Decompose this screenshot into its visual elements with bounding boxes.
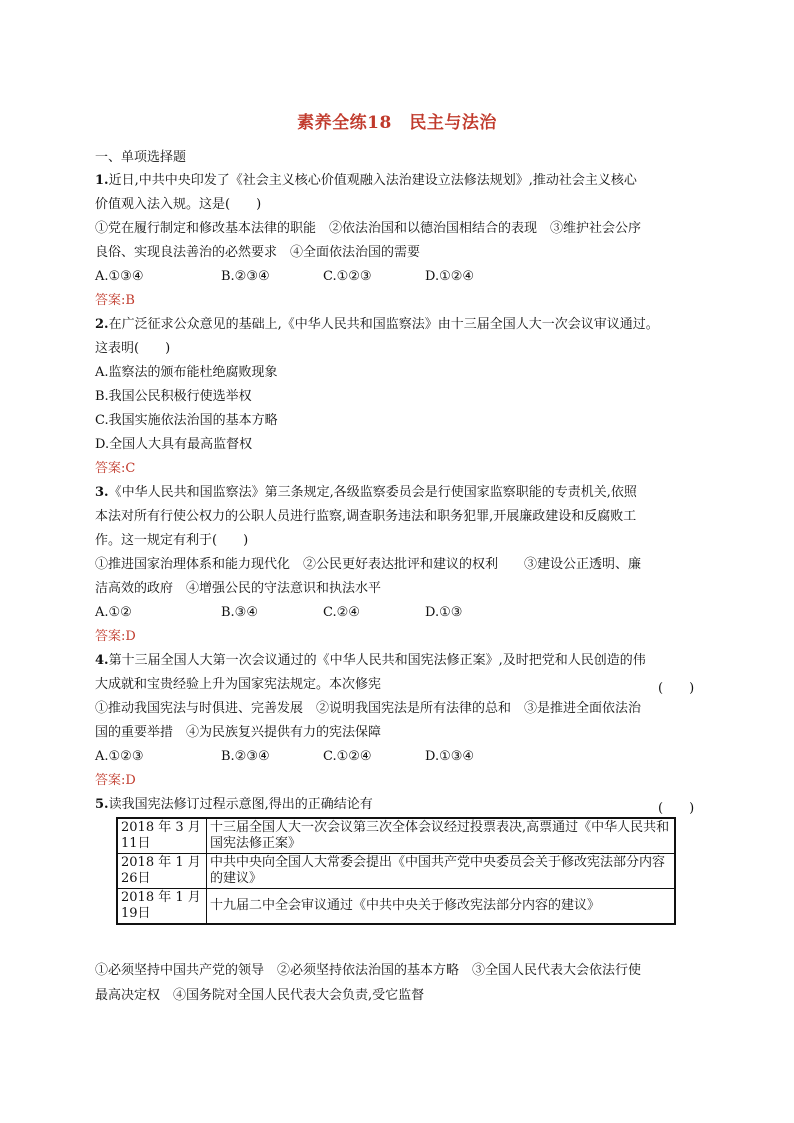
- q3-statements-line-1: ①推进国家治理体系和能力现代化 ②公民更好表达批评和建议的权利 ③建设公正透明、廉: [95, 557, 642, 572]
- section-heading: 一、单项选择题: [95, 150, 187, 165]
- q1-option-a: A.①③④: [95, 269, 144, 284]
- q2-option-c: C.我国实施依法治国的基本方略: [95, 413, 278, 428]
- q1-statements-line-1: ①党在履行制定和修改基本法律的职能 ②依法治国和以德治国相结合的表现 ③维护社会公序: [95, 221, 642, 236]
- q4-option-b: B.②③④: [221, 749, 270, 764]
- q3-answer: 答案:D: [95, 629, 136, 644]
- q3-option-b: B.③④: [221, 605, 258, 620]
- q5-statements-line-1: ①必须坚持中国共产党的领导 ②必须坚持依法治国的基本方略 ③全国人民代表大会依法行使: [95, 963, 642, 978]
- q2-option-d: D.全国人大具有最高监督权: [95, 437, 253, 452]
- q1-statements-line-2: 良俗、实现良法善治的必然要求 ④全面依法治国的需要: [95, 245, 421, 260]
- q3-number: 3.: [95, 485, 109, 500]
- q1-option-b: B.②③④: [221, 269, 270, 284]
- q5-statements-line-2: 最高决定权 ④国务院对全国人民代表大会负责,受它监督: [95, 988, 425, 1003]
- q3-stem-line-3: 作。这一规定有利于( ): [95, 533, 249, 548]
- q3-option-a: A.①②: [95, 605, 132, 620]
- q4-option-a: A.①②③: [95, 749, 144, 764]
- q5-answer-bracket: ( ): [658, 801, 695, 816]
- table-row: [117, 889, 675, 925]
- q4-option-c: C.①②④: [323, 749, 372, 764]
- timeline-event: 十三届全国人大一次会议第三次全体会议经过投票表决,高票通过《中华人民共和国宪法修正案》: [207, 818, 676, 854]
- timeline-date: 2018 年 1 月 26日: [117, 854, 207, 889]
- q4-statements-line-2: 国的重要举措 ④为民族复兴提供有力的宪法保障: [95, 725, 382, 740]
- q2-stem-line-1: 2.在广泛征求公众意见的基础上,《中华人民共和国监察法》由十三届全国人大一次会议审议通过。: [95, 317, 659, 332]
- q1-option-c: C.①②③: [323, 269, 372, 284]
- constitution-revision-timeline: [116, 817, 676, 925]
- q5-stem-line-1: 5.读我国宪法修订过程示意图,得出的正确结论有: [95, 797, 373, 812]
- q2-option-b: B.我国公民积极行使选举权: [95, 389, 252, 404]
- q1-stem-line-1: 1.近日,中共中央印发了《社会主义核心价值观融入法治建设立法修法规划》,推动社会主义核心: [95, 173, 637, 188]
- q2-number: 2.: [95, 317, 109, 332]
- q5-number: 5.: [95, 797, 109, 812]
- q2-answer: 答案:C: [95, 461, 136, 476]
- q3-statements-line-2: 洁高效的政府 ④增强公民的守法意识和执法水平: [95, 581, 382, 596]
- q4-option-d: D.①③④: [425, 749, 475, 764]
- timeline-date: 2018 年 1 月 19日: [117, 889, 207, 925]
- table-row: [117, 854, 675, 889]
- q1-stem-line-2: 价值观入法入规。这是( ): [95, 197, 262, 212]
- timeline-date: 2018 年 3 月 11日: [117, 818, 207, 854]
- timeline-event: 十九届二中全会审议通过《中共中央关于修改宪法部分内容的建议》: [207, 889, 676, 925]
- q3-option-d: D.①③: [425, 605, 463, 620]
- page-title: 素养全练18 民主与法治: [297, 113, 497, 133]
- q2-stem-line-2: 这表明( ): [95, 341, 171, 356]
- q4-statements-line-1: ①推动我国宪法与时俱进、完善发展 ②说明我国宪法是所有法律的总和 ③是推进全面依法治: [95, 701, 642, 716]
- table-row: [117, 818, 675, 854]
- q3-option-c: C.②④: [323, 605, 360, 620]
- q2-option-a: A.监察法的颁布能杜绝腐败现象: [95, 365, 278, 380]
- q1-number: 1.: [95, 173, 109, 188]
- q1-answer: 答案:B: [95, 293, 135, 308]
- q3-stem-line-2: 本法对所有行使公权力的公职人员进行监察,调查职务违法和职务犯罪,开展廉政建设和反腐败工: [95, 509, 637, 524]
- timeline-event: 中共中央向全国人大常委会提出《中国共产党中央委员会关于修改宪法部分内容的建议》: [207, 854, 676, 889]
- q4-answer: 答案:D: [95, 773, 136, 788]
- q3-stem-line-1: 3.《中华人民共和国监察法》第三条规定,各级监察委员会是行使国家监察职能的专责机关,依照: [95, 485, 637, 500]
- q1-option-d: D.①②④: [425, 269, 475, 284]
- q4-stem-line-1: 4.第十三届全国人大第一次会议通过的《中华人民共和国宪法修正案》,及时把党和人民创造的伟: [95, 653, 646, 668]
- q4-answer-bracket: ( ): [658, 681, 695, 696]
- q4-number: 4.: [95, 653, 109, 668]
- q4-stem-line-2: 大成就和宝贵经验上升为国家宪法规定。本次修宪: [95, 677, 382, 692]
